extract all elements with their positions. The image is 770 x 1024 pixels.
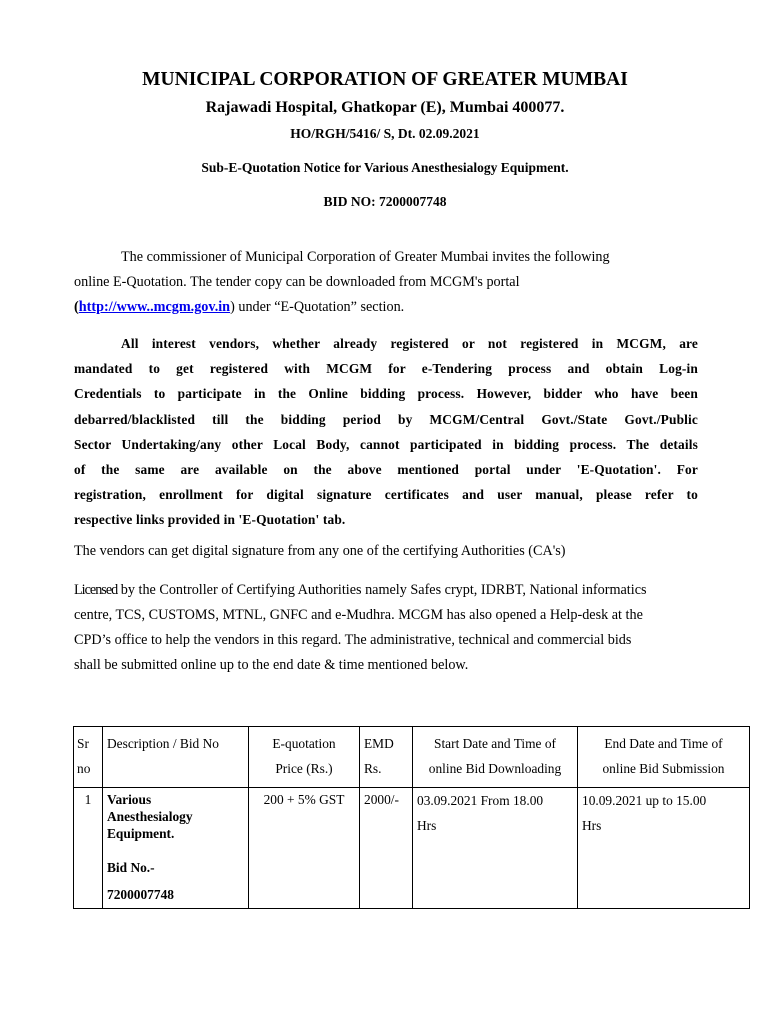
licensed-paragraph	[74, 578, 698, 678]
row-sr: 1	[74, 788, 103, 909]
intro-paragraph	[74, 245, 698, 320]
header-sr: Sr no	[74, 727, 103, 788]
vendors-line-3: Credentials to participate in the Online bidding process. However, bidder who have been	[74, 386, 698, 402]
vendors-line-7: registration, enrollment for digital signature certificates and user manual, please refer to	[74, 487, 698, 503]
intro-line-3	[74, 295, 698, 320]
row-price: 200 + 5% GST	[249, 788, 360, 909]
vendors-line-2: mandated to get registered with MCGM for e-Tendering process and obtain Log-in	[74, 361, 698, 377]
hospital-address: Rajawadi Hospital, Ghatkopar (E), Mumbai 400077.	[205, 99, 565, 116]
intro-line-2: online E-Quotation. The tender copy can be downloaded from MCGM's portal	[74, 274, 520, 290]
row-emd: 2000/-	[360, 788, 413, 909]
vendors-line-1: All interest vendors, whether already registered or not registered in MCGM, are	[121, 336, 698, 351]
vendors-line-4: debarred/blacklisted till the bidding period by MCGM/Central Govt./State Govt./Public	[74, 411, 698, 427]
licensed-word: Licensed	[74, 582, 118, 598]
digital-signature-text: The vendors can get digital signature from any one of the certifying Authorities (CA's)	[74, 543, 566, 559]
table-row	[74, 788, 750, 909]
row-description: Various Anesthesialogy Equipment. Bid No.- 7200007748	[103, 788, 249, 909]
header-price: E-quotation Price (Rs.)	[249, 727, 360, 788]
licensed-line-1-rest: by the Controller of Certifying Authorities namely Safes crypt, IDRBT, National informatics	[117, 582, 647, 598]
row-end-date: 10.09.2021 up to 15.00 Hrs	[578, 788, 750, 909]
licensed-line-3: CPD’s office to help the vendors in this regard. The administrative, technical and commercial bids	[74, 632, 632, 649]
header-description: Description / Bid No	[103, 727, 249, 788]
reference-number: HO/RGH/5416/ S, Dt. 02.09.2021	[290, 126, 480, 141]
licensed-line-2: centre, TCS, CUSTOMS, MTNL, GNFC and e-Mudhra. MCGM has also opened a Help-desk at the	[74, 607, 643, 624]
bid-number: BID NO: 7200007748	[323, 194, 447, 209]
intro-line-3-rest: ) under “E-Quotation” section.	[230, 299, 405, 315]
header-end-date: End Date and Time of online Bid Submission	[578, 727, 750, 788]
header-emd: EMD Rs.	[360, 727, 413, 788]
vendors-line-8: respective links provided in 'E-Quotation' tab.	[74, 512, 346, 528]
bid-table	[73, 726, 750, 909]
open-paren: (	[74, 299, 79, 315]
vendors-notice	[74, 331, 698, 533]
licensed-line-1	[74, 578, 698, 603]
table-header-row	[74, 727, 750, 788]
vendors-line-6: of the same are available on the above mentioned portal under 'E-Quotation'. For	[74, 462, 698, 478]
licensed-line-4: shall be submitted online up to the end date & time mentioned below.	[74, 657, 469, 674]
org-title: MUNICIPAL CORPORATION OF GREATER MUMBAI	[142, 69, 628, 90]
header-start-date: Start Date and Time of online Bid Downloading	[413, 727, 578, 788]
mcgm-portal-link[interactable]: http://www..mcgm.gov.in	[78, 299, 231, 315]
row-start-date: 03.09.2021 From 18.00 Hrs	[413, 788, 578, 909]
notice-subject: Sub-E-Quotation Notice for Various Anesthesialogy Equipment.	[201, 160, 569, 175]
intro-line-1: The commissioner of Municipal Corporation of Greater Mumbai invites the following	[121, 249, 610, 265]
vendors-line-5: Sector Undertaking/any other Local Body, cannot participated in bidding process. The details	[74, 436, 698, 452]
